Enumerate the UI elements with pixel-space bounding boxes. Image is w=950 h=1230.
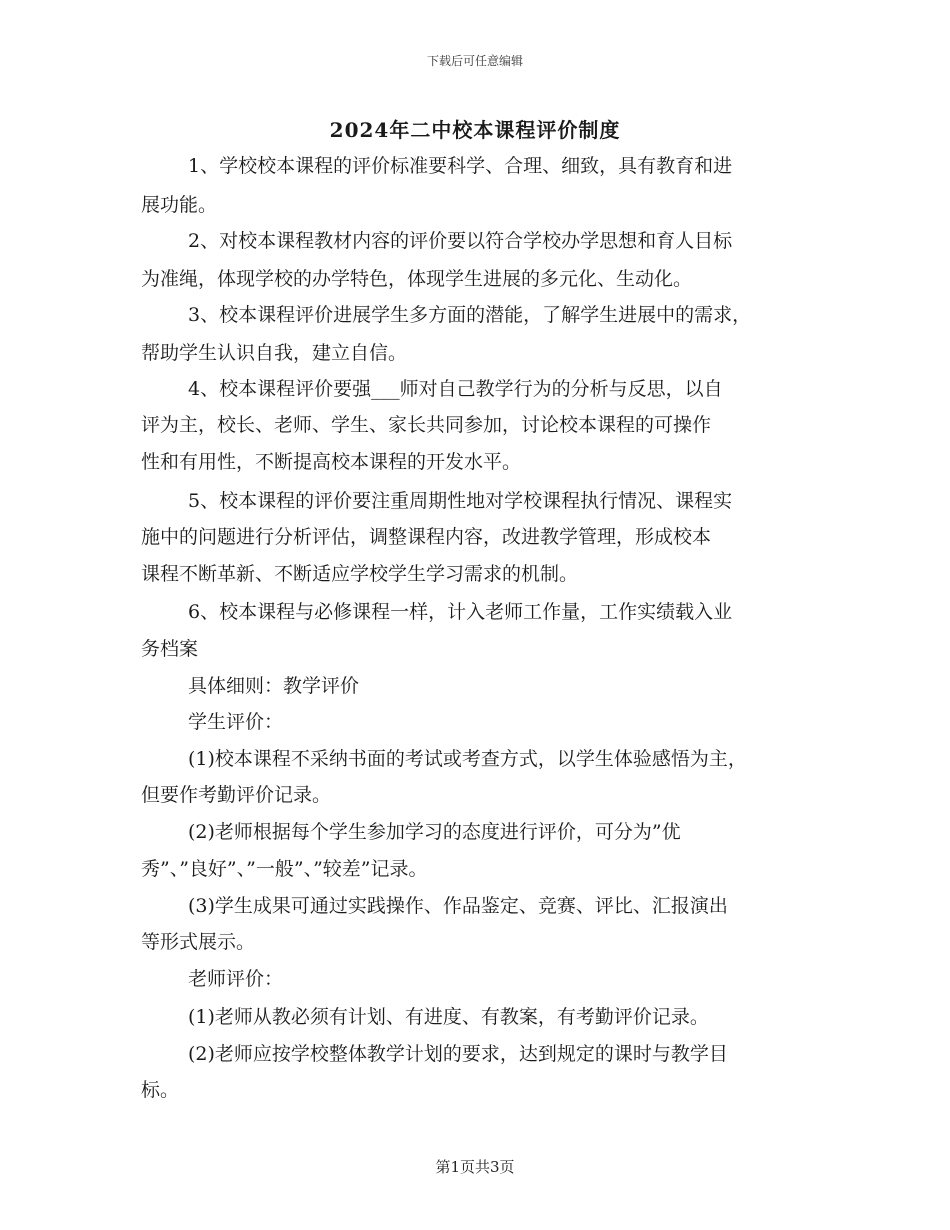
body-line: 展功能。 — [141, 194, 218, 216]
body-line: 课程不断革新、不断适应学校学生学习需求的机制。 — [141, 563, 579, 585]
body-line: 等形式展示。 — [141, 931, 256, 953]
body-line: 务档案 — [141, 638, 199, 660]
body-line: 标。 — [141, 1079, 180, 1101]
body-line: 3、校本课程评价进展学生多方面的潜能，了解学生进展中的需求， — [188, 304, 752, 326]
body-line: 性和有用性，不断提高校本课程的开发水平。 — [141, 451, 522, 473]
body-line: 6、校本课程与必修课程一样，计入老师工作量，工作实绩载入业 — [188, 601, 733, 623]
body-line: 具体细则：教学评价 — [188, 675, 360, 697]
page-header: 下载后可任意编辑 — [426, 54, 523, 68]
body-line: 秀”、”良好”、”一般”、”较差”记录。 — [141, 858, 428, 880]
body-line: (3)学生成果可通过实践操作、作品鉴定、竞赛、评比、汇报演出 — [188, 895, 728, 917]
body-line: 施中的问题进行分析评估，调整课程内容，改进教学管理，形成校本 — [141, 526, 712, 548]
body-line: 1、学校校本课程的评价标准要科学、合理、细致，具有教育和进 — [188, 155, 733, 177]
body-line: 老师评价： — [188, 968, 284, 990]
body-line: 2、对校本课程教材内容的评价要以符合学校办学思想和育人目标 — [188, 230, 733, 252]
body-line: (2)老师根据每个学生参加学习的态度进行评价，可分为”优 — [188, 821, 681, 843]
body-line: 帮助学生认识自我，建立自信。 — [141, 342, 408, 364]
body-line: (1)校本课程不采纳书面的考试或考查方式，以学生体验感悟为主， — [188, 748, 747, 770]
body-line: 评为主，校长、老师、学生、家长共同参加，讨论校本课程的可操作 — [141, 414, 712, 436]
body-line: 5、校本课程的评价要注重周期性地对学校课程执行情况、课程实 — [188, 490, 733, 512]
body-line: 4、校本课程评价要强___师对自己教学行为的分析与反思，以自 — [188, 378, 723, 400]
body-line: (2)老师应按学校整体教学计划的要求，达到规定的课时与教学目 — [188, 1043, 728, 1065]
body-line: 但要作考勤评价记录。 — [141, 784, 332, 806]
document-title: 2024年二中校本课程评价制度 — [329, 118, 621, 142]
body-line: 学生评价： — [188, 711, 284, 733]
body-line: 为准绳，体现学校的办学特色，体现学生进展的多元化、生动化。 — [141, 268, 693, 290]
body-line: (1)老师从教必须有计划、有进度、有教案，有考勤评价记录。 — [188, 1006, 709, 1028]
page-footer: 第1页共3页 — [435, 1158, 515, 1176]
